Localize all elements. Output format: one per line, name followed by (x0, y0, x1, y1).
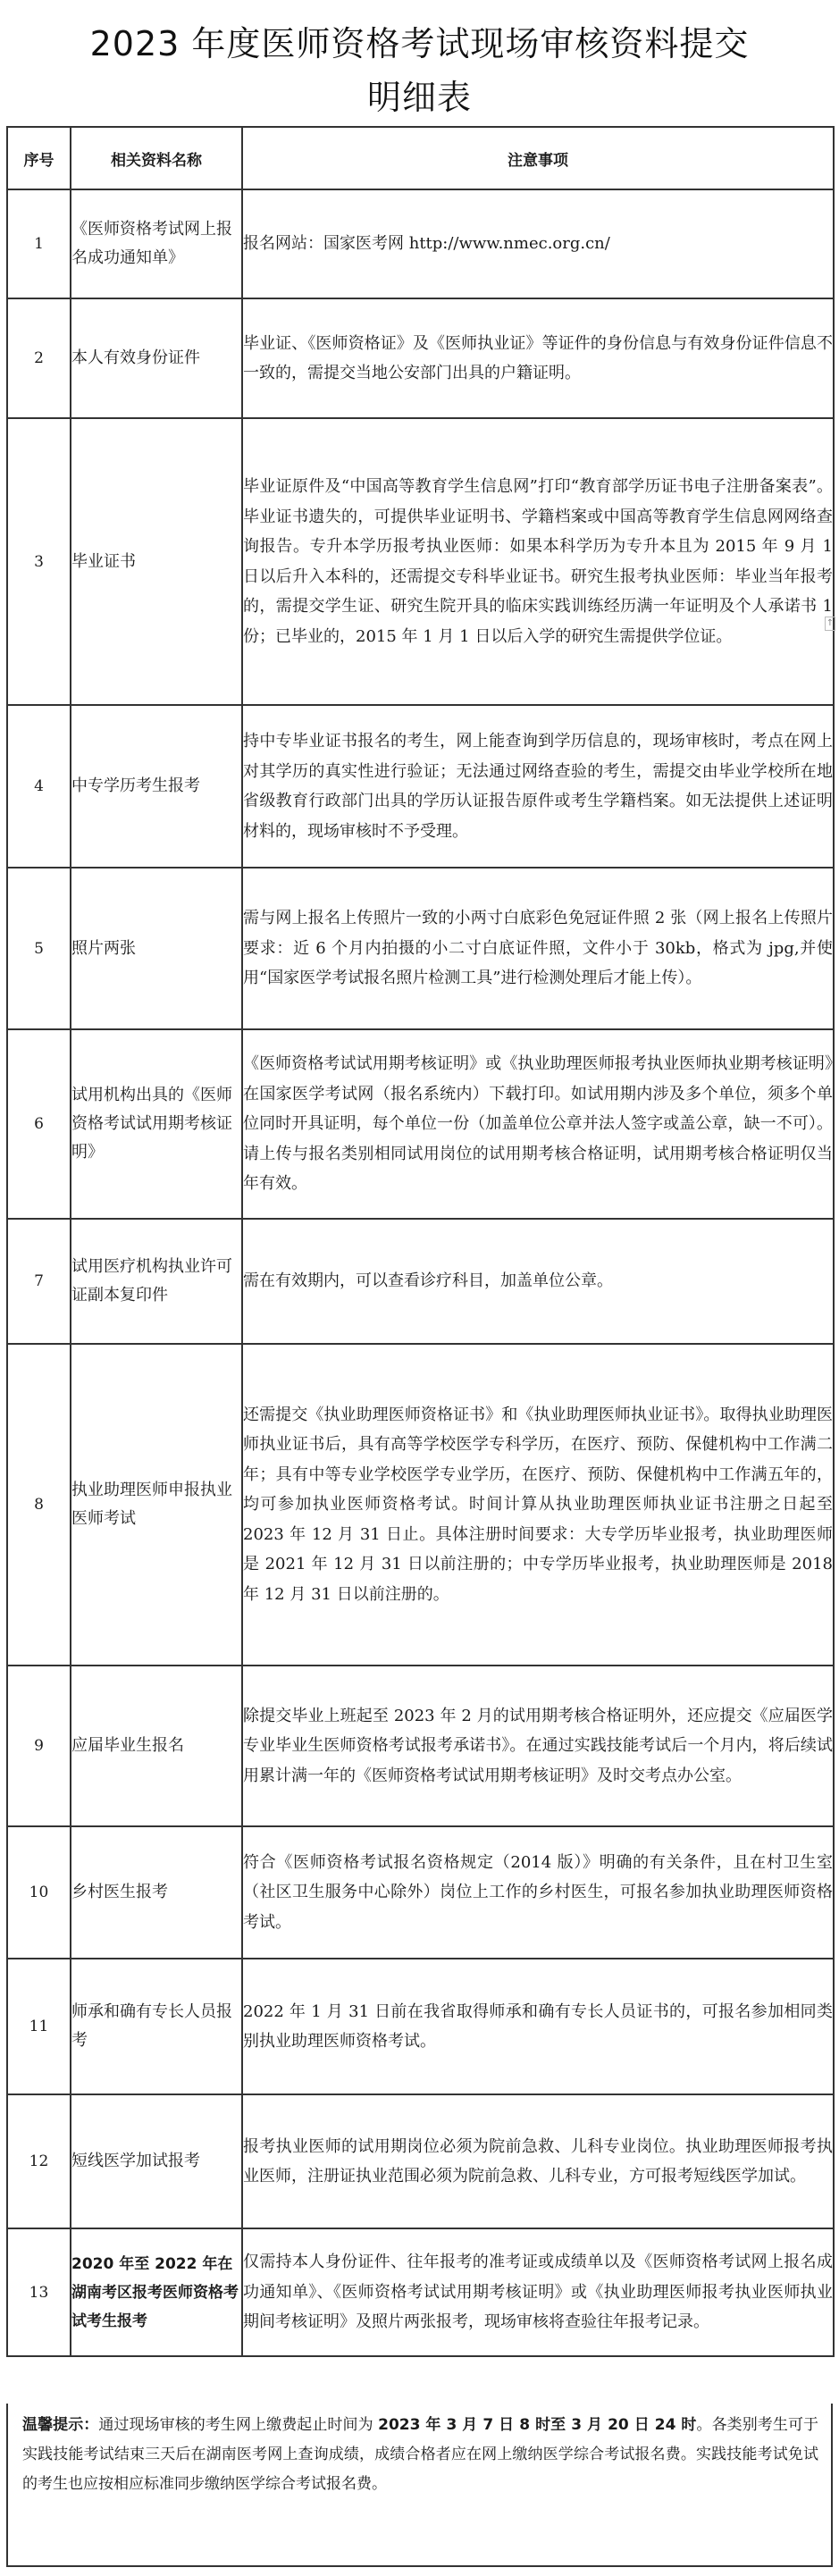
row-notes: 2022 年 1 月 31 日前在我省取得师承和确有专长人员证书的，可报名参加相同类别执业助理医师资格考试。 (242, 1959, 834, 2094)
row-notes: 报名网站：国家医考网 http://www.nmec.org.cn/ (242, 189, 834, 298)
table-row (7, 1959, 834, 2094)
row-material: 2020 年至 2022 年在湖南考区报考医师资格考试考生报考 (71, 2228, 242, 2356)
row-index: 13 (7, 2228, 71, 2356)
materials-table (6, 126, 835, 2357)
row-notes: 需在有效期内，可以查看诊疗科目，加盖单位公章。 (242, 1219, 834, 1344)
table-header-row (7, 127, 834, 189)
row-notes: 仅需持本人身份证件、往年报考的准考证或成绩单以及《医师资格考试网上报名成功通知单》、《医师资格考试试用期考核证明》或《执业助理医师报考执业医师执业期间考核证明》及照片两张报考，现场审核将查验往年报考记录。 (242, 2228, 834, 2356)
warm-tips-note (6, 2404, 833, 2567)
row-material: 试用医疗机构执业许可证副本复印件 (71, 1219, 242, 1344)
warm-tips-text-2: 。各类别考生可于实践技能考试结束三天后在湖南医考网上查询成绩，成绩合格者应在网上缴纳医学综合考试报名费。实践技能考试免试的考生也应按相应标准同步缴纳医学综合考试报名费。 (22, 2416, 819, 2493)
row-index: 5 (7, 868, 71, 1029)
row-material: 中专学历考生报考 (71, 705, 242, 868)
row-index: 10 (7, 1826, 71, 1959)
row-material: 本人有效身份证件 (71, 298, 242, 418)
row-notes: 《医师资格考试试用期考核证明》或《执业助理医师报考执业医师执业期考核证明》在国家医学考试网（报名系统内）下载打印。如试用期内涉及多个单位，须多个单位同时开具证明，每个单位一份（加盖单位公章并法人签字或盖公章，缺一不可）。请上传与报名类别相同试用岗位的试用期考核合格证明，试用期考核合格证明仅当年有效。 (242, 1029, 834, 1219)
table-row (7, 1219, 834, 1344)
table-row (7, 1666, 834, 1826)
row-material: 试用机构出具的《医师资格考试试用期考核证明》 (71, 1029, 242, 1219)
row-index: 1 (7, 189, 71, 298)
row-notes: 符合《医师资格考试报名资格规定（2014 版）》明确的有关条件，且在村卫生室（社区卫生服务中心除外）岗位上工作的乡村医生，可报名参加执业助理医师资格考试。 (242, 1826, 834, 1959)
table-row (7, 2228, 834, 2356)
row-notes: 需与网上报名上传照片一致的小两寸白底彩色免冠证件照 2 张（网上报名上传照片要求：近 6 个月内拍摄的小二寸白底证件照，文件小于 30kb，格式为 jpg,并使用“国家医学考试报名照片检测工具”进行检测处理后才能上传）。 (242, 868, 834, 1029)
side-tab-icon[interactable]: ↑ (825, 617, 835, 631)
row-notes: 还需提交《执业助理医师资格证书》和《执业助理医师执业证书》。取得执业助理医师执业证书后，具有高等学校医学专科学历，在医疗、预防、保健机构中工作满二年；具有中等专业学校医学专业学历，在医疗、预防、保健机构中工作满五年的，均可参加执业医师资格考试。时间计算从执业助理医师执业证书注册之日起至 2023 年 12 月 31 日止。具体注册时间要求：大专学历毕业报考，执业助理医师是 2021 年 12 月 31 日以前注册的；中专学历毕业报考，执业助理医师是 2018 年 12 月 31 日以前注册的。 (242, 1344, 834, 1666)
row-index: 11 (7, 1959, 71, 2094)
row-notes: 持中专毕业证书报名的考生，网上能查询到学历信息的，现场审核时，考点在网上对其学历的真实性进行验证；无法通过网络查验的考生，需提交由毕业学校所在地省级教育行政部门出具的学历认证报告原件或考生学籍档案。如无法提供上述证明材料的，现场审核时不予受理。 (242, 705, 834, 868)
row-index: 8 (7, 1344, 71, 1666)
row-material: 乡村医生报考 (71, 1826, 242, 1959)
table-row (7, 1826, 834, 1959)
row-material: 应届毕业生报名 (71, 1666, 242, 1826)
page-title-line-1: 2023 年度医师资格考试现场审核资料提交 (89, 24, 750, 63)
table-row (7, 2094, 834, 2228)
row-material: 《医师资格考试网上报名成功通知单》 (71, 189, 242, 298)
row-notes: 报考执业医师的试用期岗位必须为院前急救、儿科专业岗位。执业助理医师报考执业医师，注册证执业范围必须为院前急救、儿科专业，方可报考短线医学加试。 (242, 2094, 834, 2228)
row-index: 12 (7, 2094, 71, 2228)
table-row (7, 1344, 834, 1666)
warm-tips-label: 温馨提示： (22, 2416, 99, 2434)
table-row (7, 298, 834, 418)
row-index: 3 (7, 418, 71, 705)
table-row (7, 1029, 834, 1219)
row-material: 照片两张 (71, 868, 242, 1029)
table-row (7, 418, 834, 705)
payment-deadline: 2023 年 3 月 7 日 8 时至 3 月 20 日 24 时 (378, 2416, 697, 2434)
table-row (7, 868, 834, 1029)
row-material: 短线医学加试报考 (71, 2094, 242, 2228)
row-index: 2 (7, 298, 71, 418)
table-row (7, 189, 834, 298)
row-material: 执业助理医师申报执业医师考试 (71, 1344, 242, 1666)
row-notes: 毕业证原件及“中国高等教育学生信息网”打印“教育部学历证书电子注册备案表”。毕业证书遗失的，可提供毕业证明书、学籍档案或中国高等教育学生信息网网络查询报告。专升本学历报考执业医师：如果本科学历为专升本且为 2015 年 9 月 1 日以后升入本科的，还需提交专科毕业证书。研究生报考执业医师：毕业当年报考的，需提交学生证、研究生院开具的临床实践训练经历满一年证明及个人承诺书 1 份；已毕业的，2015 年 1 月 1 日以后入学的研究生需提供学位证。 (242, 418, 834, 705)
warm-tips-text-1: 通过现场审核的考生网上缴费起止时间为 (98, 2416, 379, 2434)
header-index: 序号 (7, 127, 71, 189)
row-index: 9 (7, 1666, 71, 1826)
row-index: 4 (7, 705, 71, 868)
row-notes: 毕业证、《医师资格证》及《医师执业证》等证件的身份信息与有效身份证件信息不一致的，需提交当地公安部门出具的户籍证明。 (242, 298, 834, 418)
header-material: 相关资料名称 (71, 127, 242, 189)
row-index: 7 (7, 1219, 71, 1344)
row-notes: 除提交毕业上班起至 2023 年 2 月的试用期考核合格证明外，还应提交《应届医学专业毕业生医师资格考试报考承诺书》。在通过实践技能考试后一个月内，将后续试用累计满一年的《医师资格考试试用期考核证明》及时交考点办公室。 (242, 1666, 834, 1826)
row-index: 6 (7, 1029, 71, 1219)
row-material: 师承和确有专长人员报考 (71, 1959, 242, 2094)
header-notes: 注意事项 (242, 127, 834, 189)
row-material: 毕业证书 (71, 418, 242, 705)
page-title-line-2: 明细表 (366, 78, 472, 117)
table-row (7, 705, 834, 868)
